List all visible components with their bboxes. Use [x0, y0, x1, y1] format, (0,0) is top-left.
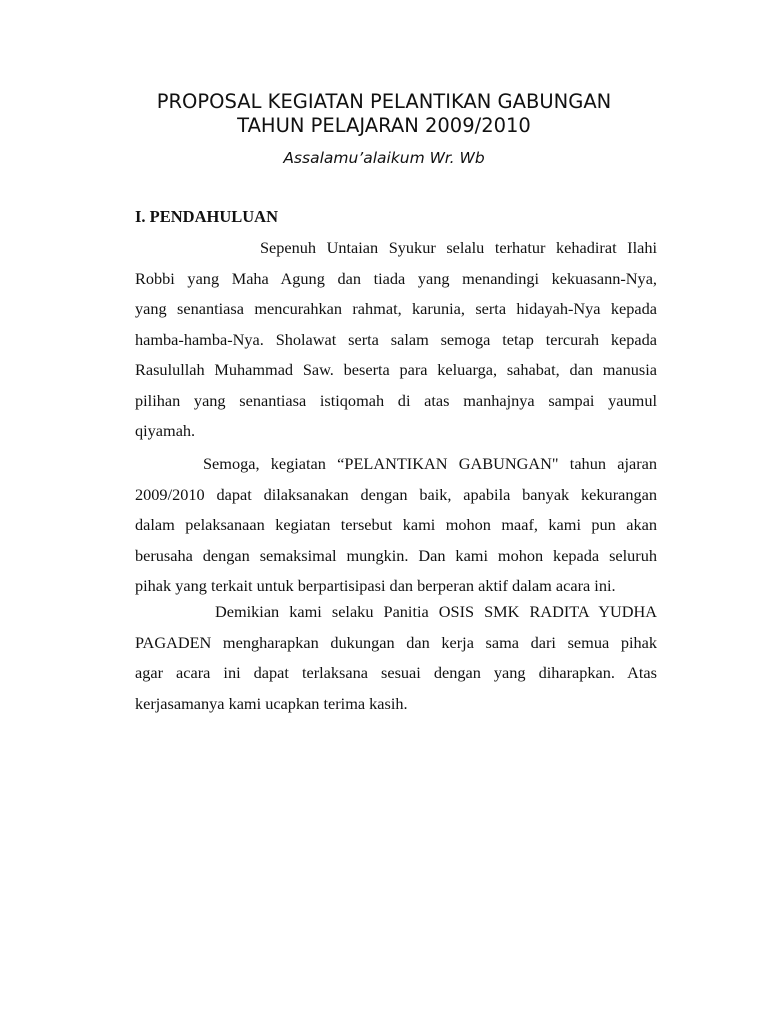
paragraph-line: Sepenuh Untaian Syukur selalu terhatur kehadirat Ilahi	[260, 238, 657, 257]
paragraph-2	[135, 449, 657, 602]
paragraph-line: 2009/2010 dapat dilaksanakan dengan baik, apabila banyak kekurangan	[135, 484, 657, 504]
paragraph-line: kerjasamanya kami ucapkan terima kasih.	[135, 693, 408, 713]
paragraph-line: pihak yang terkait untuk berpartisipasi dan berperan aktif dalam acara ini.	[135, 576, 616, 595]
greeting: Assalamu’alaikum Wr. Wb	[283, 149, 485, 167]
title-line-1: PROPOSAL KEGIATAN PELANTIKAN GABUNGAN	[156, 90, 612, 113]
paragraph-line: hamba-hamba-Nya. Sholawat serta salam semoga tetap tercurah kepada	[135, 329, 657, 349]
paragraph-line: PAGADEN mengharapkan dukungan dan kerja sama dari semua pihak	[135, 632, 657, 652]
paragraph-1	[135, 233, 657, 447]
paragraph-line: qiyamah.	[135, 421, 196, 440]
document-title	[0, 90, 768, 138]
paragraph-line: yang senantiasa mencurahkan rahmat, karunia, serta hidayah-Nya kepada	[135, 299, 657, 318]
paragraph-3	[135, 597, 657, 719]
paragraph-line: dalam pelaksanaan kegiatan tersebut kami mohon maaf, kami pun akan	[135, 515, 657, 534]
section-heading: I. PENDAHULUAN	[135, 207, 279, 226]
title-line-2: TAHUN PELAJARAN 2009/2010	[237, 114, 531, 137]
paragraph-line: pilihan yang senantiasa istiqomah di atas manhajnya sampai yaumul	[135, 390, 657, 410]
paragraph-line: Rasulullah Muhammad Saw. beserta para keluarga, sahabat, dan manusia	[135, 360, 657, 379]
paragraph-line: berusaha dengan semaksimal mungkin. Dan kami mohon kepada seluruh	[135, 545, 657, 565]
paragraph-line: agar acara ini dapat terlaksana sesuai dengan yang diharapkan. Atas	[135, 663, 657, 682]
paragraph-line: Demikian kami selaku Panitia OSIS SMK RADITA YUDHA	[215, 602, 657, 621]
paragraph-line: Robbi yang Maha Agung dan tiada yang menandingi kekuasann-Nya,	[135, 268, 657, 288]
paragraph-line: Semoga, kegiatan “PELANTIKAN GABUNGAN" tahun ajaran	[203, 454, 657, 473]
